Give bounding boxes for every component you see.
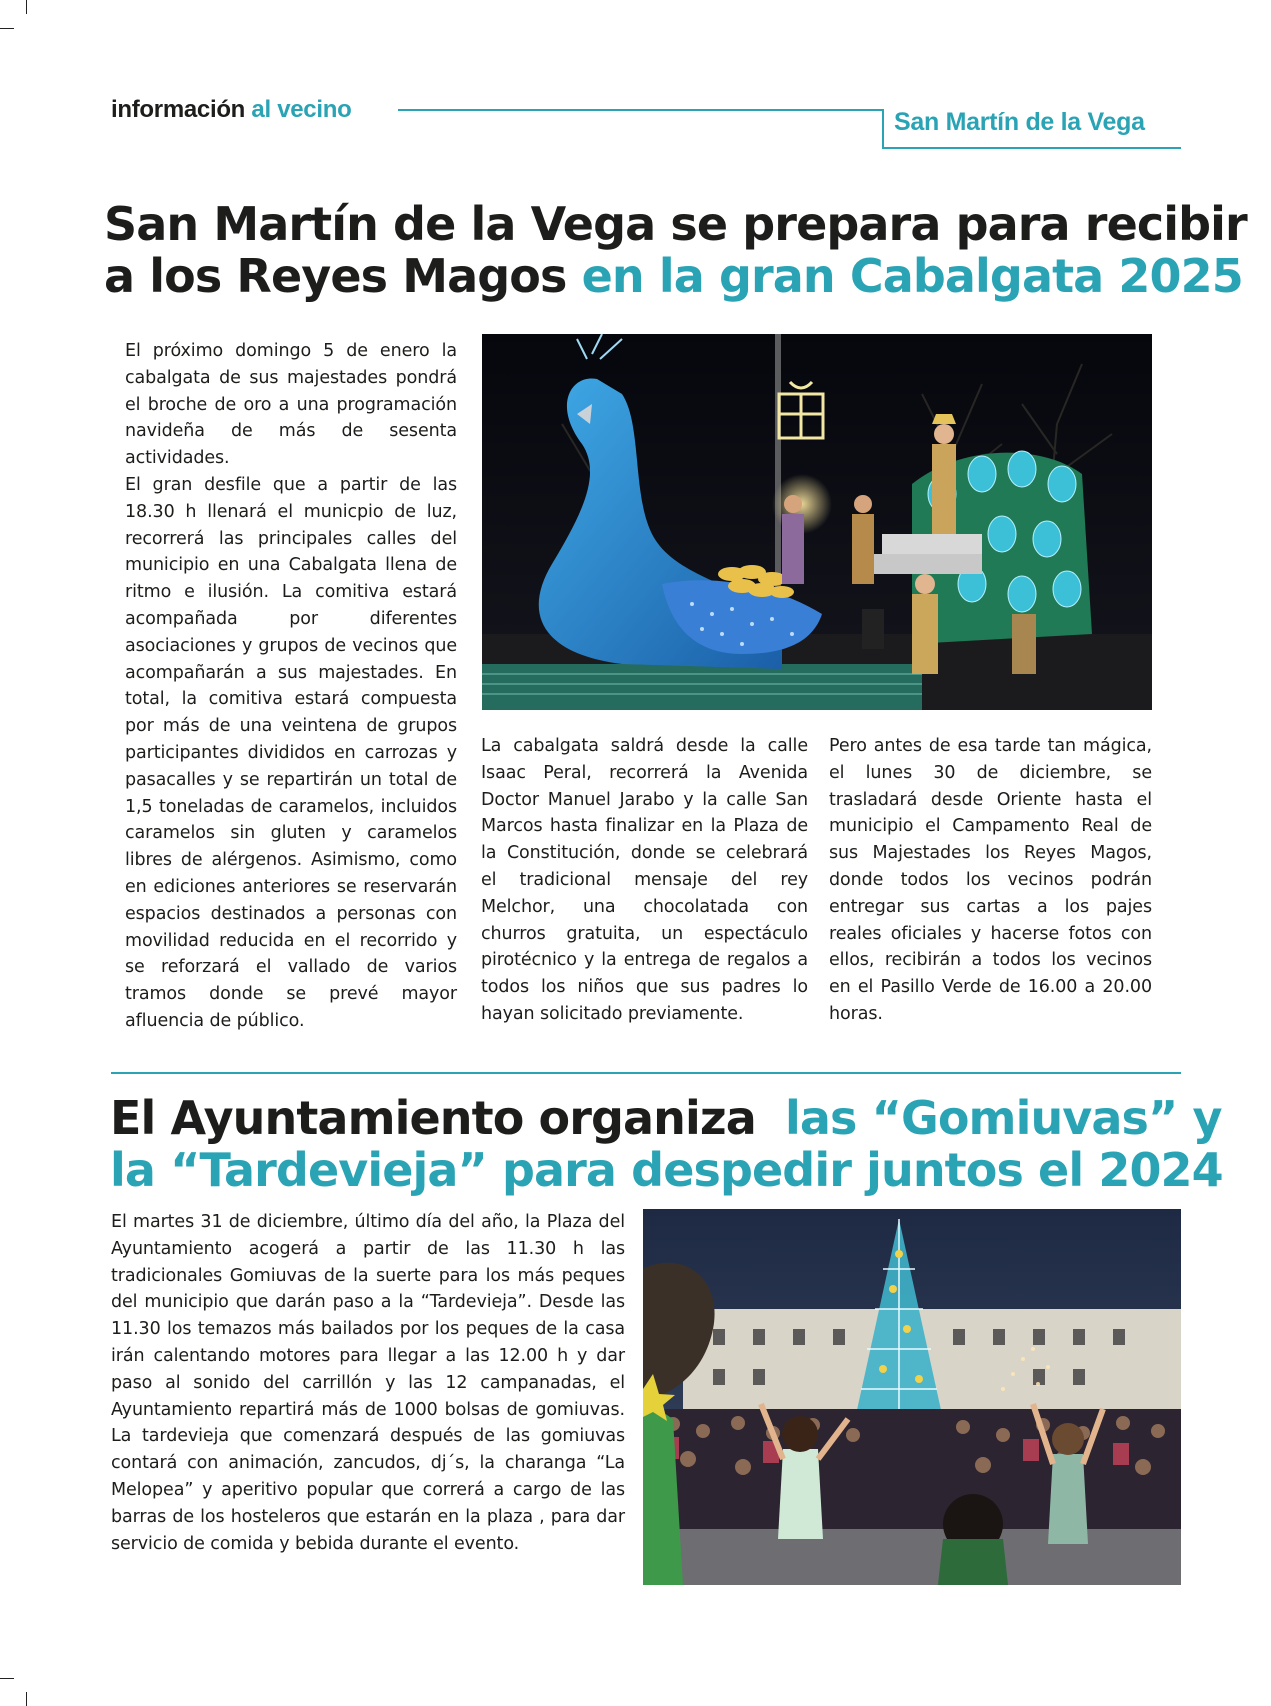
article1-headline-line1: San Martín de la Vega se prepara para recibir — [104, 197, 1247, 251]
article1-paragraph: La cabalgata saldrá desde la calle Isaac Peral, recorrerá la Avenida Doctor Manuel Jarabo y la calle San Marcos hasta finalizar en la Plaza de la Constitución, donde se celebrará el tradicional mensaje del rey Melchor, una chocolatada con churros gratuita, un espectáculo pirotécnico y la entrega de regalos a todos los niños que sus padres lo hayan solicitado previamente. — [481, 736, 808, 1024]
crop-mark — [0, 1678, 14, 1679]
article2-headline — [110, 1092, 1223, 1196]
town-name: San Martín de la Vega — [894, 108, 1145, 136]
tardevieja-photo-image — [643, 1209, 1181, 1585]
article-divider — [111, 1072, 1181, 1074]
header-rule — [398, 109, 884, 111]
header-rule — [882, 147, 1181, 149]
article2-body — [111, 1209, 625, 1557]
tardevieja-photo — [643, 1209, 1181, 1585]
article2-headline-accent-line2: la “Tardevieja” para despedir juntos el 2024 — [110, 1143, 1223, 1197]
cabalgata-photo — [482, 334, 1152, 710]
article2-headline-dark: El Ayuntamiento organiza — [110, 1091, 756, 1145]
article1-column-1 — [125, 338, 457, 1035]
crop-mark — [26, 0, 27, 14]
article1-paragraph: Pero antes de esa tarde tan mágica, el lunes 30 de diciembre, se trasladará desde Oriente hasta el municipio el Campamento Real de sus Majestades los Reyes Magos, donde todos los vecinos podrán entregar sus cartas a los pajes reales oficiales y hacerse fotos con ellos, recibirán a todos los vecinos en el Pasillo Verde de 16.00 a 20.00 horas. — [829, 736, 1152, 1024]
crop-mark — [26, 1692, 27, 1706]
article1-headline — [104, 198, 1247, 302]
article1-paragraph: El próximo domingo 5 de enero la cabalgata de sus majestades pondrá el broche de oro a una programación navideña de más de sesenta actividades. — [125, 341, 457, 469]
header-rule — [882, 109, 884, 149]
article1-column-3 — [829, 733, 1152, 1028]
article1-headline-accent: en la gran Cabalgata 2025 — [581, 249, 1243, 303]
article1-headline-line2: a los Reyes Magos — [104, 249, 567, 303]
crop-mark — [0, 28, 14, 29]
article2-headline-accent-line1: las “Gomiuvas” y — [785, 1091, 1222, 1145]
article2-paragraph: El martes 31 de diciembre, último día del año, la Plaza del Ayuntamiento acogerá a partir de las 11.30 h las tradicionales Gomiuvas de la suerte para los más peques del municipio que darán paso a la “Tardevieja”. Desde las 11.30 los temazos más bailados por los peques de la casa irán calentando motores para llegar a las 12.00 h y dar paso al sonido del carrillón y las 12 campanadas, el Ayuntamiento repartirá más de 1000 bolsas de gomiuvas. La tardevieja que comenzará después de las gomiuvas contará con animación, zancudos, dj´s, la charanga “La Melopea” y aperitivo popular que correrá a cargo de las barras de los hosteleros que estarán en la plaza , para dar servicio de comida y bebida durante el evento. — [111, 1212, 625, 1554]
section-label-accent: al vecino — [251, 96, 352, 123]
section-label-main: información — [111, 96, 246, 123]
cabalgata-photo-image — [482, 334, 1152, 710]
section-label — [111, 96, 351, 124]
article1-column-2 — [481, 733, 808, 1028]
article1-paragraph: El gran desfile que a partir de las 18.30 h llenará el municpio de luz, recorrerá las principales calles del municipio en una Cabalgata llena de ritmo e ilusión. La comitiva estará acompañada por diferentes asociaciones y grupos de vecinos que acompañarán a sus majestades. En total, la comitiva estará compuesta por más de una veintena de grupos participantes divididos en carrozas y pasacalles y se repartirán un total de 1,5 toneladas de caramelos, incluidos caramelos sin gluten y caramelos libres de alérgenos. Asimismo, como en ediciones anteriores se reservarán espacios destinados a personas con movilidad reducida en el recorrido y se reforzará el vallado de varios tramos donde se prevé mayor afluencia de público. — [125, 474, 457, 1031]
